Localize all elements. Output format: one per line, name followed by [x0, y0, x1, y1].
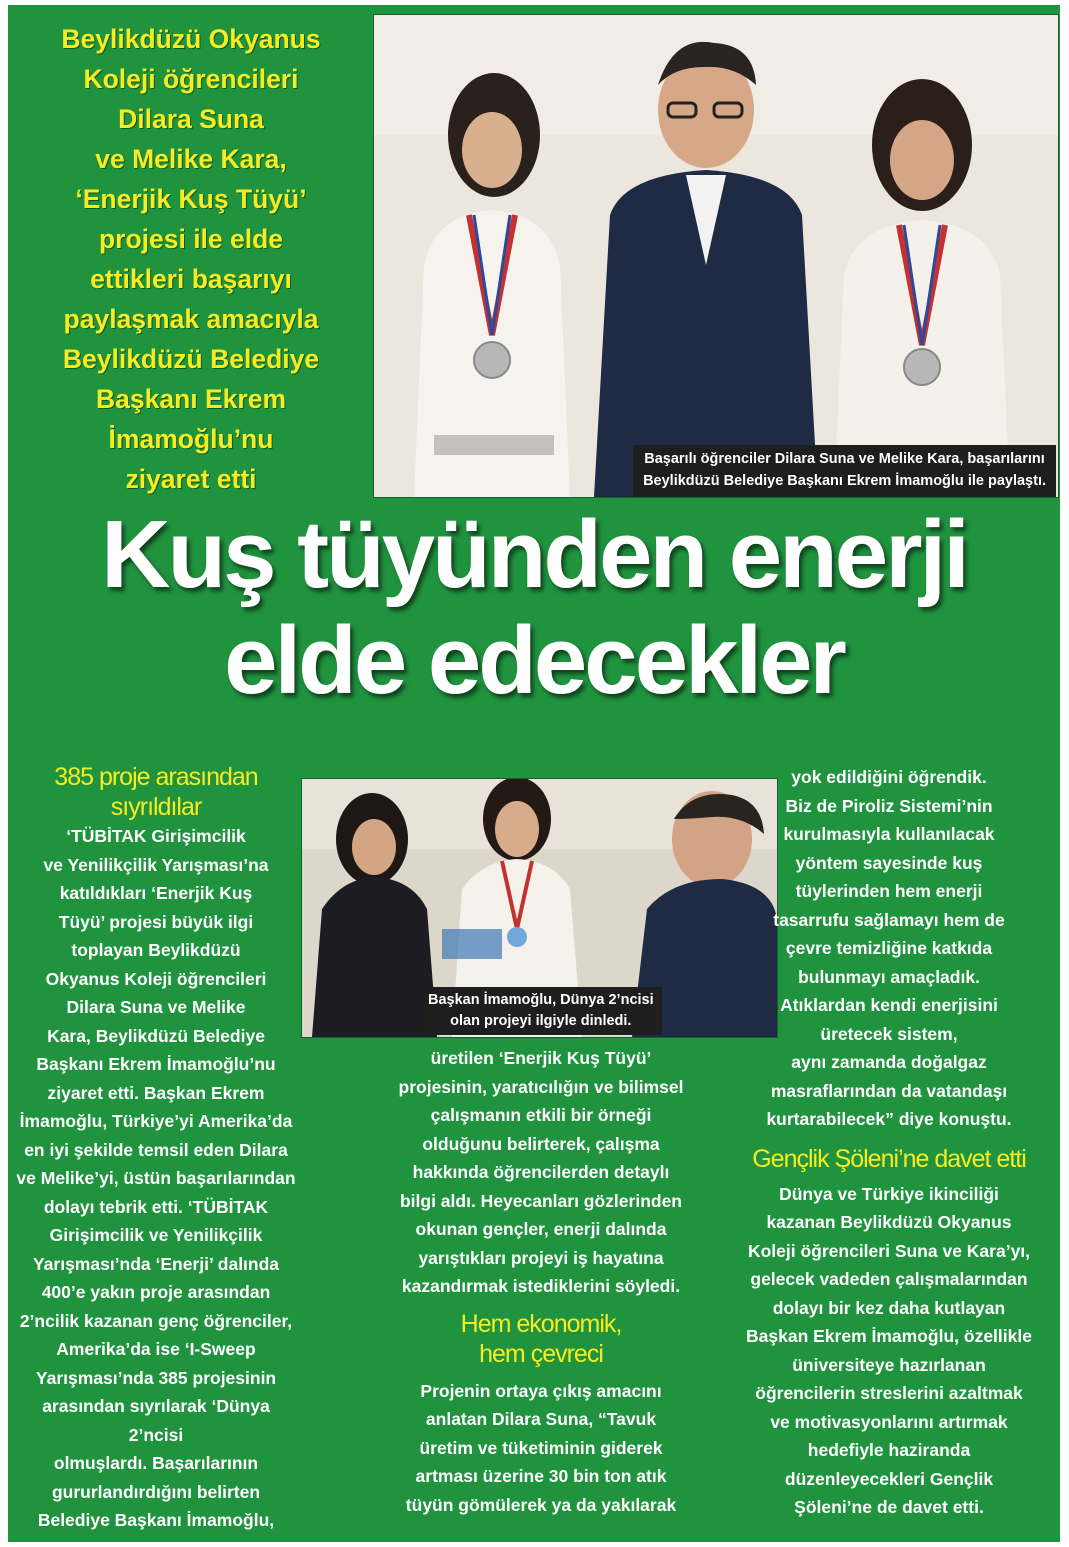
body-line: dolayı tebrik etti. ‘TÜBİTAK: [43, 1196, 269, 1217]
body-line: Kara, Beylikdüzü Belediye: [47, 1025, 265, 1046]
body-line: kurulmasıyla kullanılacak: [783, 824, 995, 844]
caption-line: Başarılı öğrenciler Dilara Suna ve Melike Kara, başarılarını: [644, 451, 1045, 467]
headline-line: Kuş tüyünden enerji: [101, 501, 967, 608]
body-line: Atıklardan kendi enerjisini: [780, 995, 998, 1015]
headline: [8, 502, 1060, 714]
body-line: üretim ve tüketiminin giderek: [419, 1437, 663, 1458]
lead-line: paylaşmak amacıyla: [63, 304, 319, 334]
body-line: düzenleyecekleri Gençlik: [784, 1468, 994, 1489]
body-line: hakkında öğrencilerden detaylı: [412, 1162, 670, 1182]
subhead-line: hem çevreci: [479, 1339, 603, 1368]
body-line: Yarışması’nda ‘Enerji’ dalında: [32, 1253, 280, 1274]
lead-line: ve Melike Kara,: [95, 144, 287, 174]
subhead-ekonomik: [368, 1309, 714, 1369]
body-line: Başkan Ekrem İmamoğlu, özellikle: [746, 1326, 1032, 1346]
caption-line: Beylikdüzü Belediye Başkanı Ekrem İmamoğlu ile paylaştı.: [643, 473, 1046, 489]
subhead-line: sıyrıldılar: [110, 793, 202, 821]
body-line: Koleji öğrencileri Suna ve Kara’yı,: [747, 1240, 1031, 1261]
lead-line: projesi ile elde: [98, 224, 284, 254]
body-line: hedefiyle haziranda: [807, 1440, 971, 1460]
body-line: Belediye Başkanı İmamoğlu,: [37, 1510, 275, 1530]
body-line: projesinin, yaratıcılığın ve bilimsel: [398, 1076, 684, 1097]
lead-line: Beylikdüzü Belediye: [62, 344, 320, 374]
lead-line: Koleji öğrencileri: [83, 64, 299, 94]
body-line: Yarışması’nda 385 projesinin: [35, 1367, 277, 1388]
body-line: Okyanus Koleji öğrencileri: [45, 968, 267, 989]
body-line: Başkanı Ekrem İmamoğlu’nu: [36, 1054, 276, 1074]
body-line: öğrencilerin streslerini azaltmak: [755, 1383, 1023, 1403]
body-line: ziyaret etti. Başkan Ekrem: [47, 1082, 265, 1103]
body-line: ve Yenilikçilik Yarışması’na: [43, 854, 269, 875]
body-line: Projenin ortaya çıkış amacını: [420, 1380, 662, 1401]
body-line: Tüyü’ projesi büyük ilgi: [58, 911, 254, 932]
headline-line: elde edecekler: [224, 607, 844, 714]
subhead-genclik: Gençlik Şöleni’ne davet etti: [752, 1144, 1026, 1173]
column-2: [368, 1044, 714, 1519]
body-line: toplayan Beylikdüzü: [71, 940, 241, 960]
body-line: çevre temizliğine katkıda: [785, 938, 993, 958]
body-line: ‘TÜBİTAK Girişimcilik: [66, 826, 246, 846]
newspaper-page: [8, 5, 1060, 1542]
lead-line: İmamoğlu’nu: [108, 424, 274, 454]
body-line: yok edildiğini öğrendik.: [791, 767, 987, 787]
body-line: İmamoğlu, Türkiye’yi Amerika’da: [19, 1111, 293, 1131]
body-line: dolayı bir kez daha kutlayan: [772, 1297, 1006, 1318]
subhead-line: 385 proje arasından: [54, 763, 258, 791]
body-line: Biz de Piroliz Sistemi’nin: [785, 795, 993, 816]
caption-line: olan projeyi ilgiyle dinledi.: [450, 1013, 632, 1029]
body-line: gelecek vadeden çalışmalarından: [750, 1269, 1028, 1289]
body-line: en iyi şekilde temsil eden Dilara: [24, 1139, 288, 1160]
body-line: masraflarından da vatandaşı: [770, 1080, 1008, 1101]
body-line: Girişimcilik ve Yenilikçilik: [49, 1225, 263, 1245]
body-line: olmuşlardı. Başarılarının: [53, 1453, 259, 1473]
lead-line: ziyaret etti: [125, 464, 257, 494]
body-line: kurtarabilecek” diye konuştu.: [766, 1109, 1012, 1129]
body-line: yarıştıkları projeyi iş hayatına: [418, 1247, 664, 1268]
caption-line: Başkan İmamoğlu, Dünya 2’ncisi: [428, 992, 654, 1008]
body-line: üretecek sistem,: [820, 1023, 958, 1044]
body-line: ve motivasyonlarını artırmak: [770, 1411, 1008, 1432]
main-photo-illustration: [374, 15, 1058, 497]
body-line: arasından sıyrılarak ‘Dünya 2’ncisi: [42, 1396, 270, 1445]
body-line: ve Melike’yi, üstün başarılarından: [16, 1168, 296, 1188]
second-photo-caption: [420, 987, 662, 1035]
lead-line: Başkanı Ekrem: [95, 384, 287, 414]
column-1: [14, 762, 298, 1535]
body-line: üretilen ‘Enerjik Kuş Tüyü’: [430, 1048, 652, 1068]
subhead-line: Hem ekonomik,: [460, 1309, 622, 1338]
lead-line: Dilara Suna: [118, 104, 264, 134]
column-3: [720, 763, 1058, 1522]
body-line: tüylerinden hem enerji: [795, 881, 983, 901]
body-line: Şöleni’ne de davet etti.: [794, 1497, 984, 1517]
second-photo: [301, 778, 778, 1038]
lead-line: ‘Enerjik Kuş Tüyü’: [75, 184, 307, 214]
body-line: olduğunu belirterek, çalışma: [422, 1133, 660, 1154]
body-line: çalışmanın etkili bir örneği: [430, 1105, 652, 1125]
body-line: tasarrufu sağlamayı hem de: [773, 909, 1005, 930]
body-line: anlatan Dilara Suna, “Tavuk: [425, 1409, 657, 1429]
body-line: katıldıkları ‘Enerjik Kuş: [59, 883, 253, 903]
body-line: üniversiteye hazırlanan: [792, 1354, 986, 1375]
body-line: kazandırmak istediklerini söyledi.: [401, 1276, 681, 1296]
body-line: gururlandırdığını belirten: [51, 1481, 261, 1502]
body-line: artması üzerine 30 bin ton atık: [415, 1466, 667, 1486]
body-line: 400’e yakın proje arasından: [41, 1282, 271, 1302]
body-line: 2’ncilik kazanan genç öğrenciler,: [19, 1310, 293, 1331]
lead-line: Beylikdüzü Okyanus: [61, 24, 321, 54]
body-line: tüyün gömülerek ya da yakılarak: [405, 1494, 677, 1515]
body-line: Dünya ve Türkiye ikinciliği: [779, 1183, 999, 1204]
body-line: Dilara Suna ve Melike: [66, 997, 246, 1017]
body-line: okunan gençler, enerji dalında: [415, 1219, 667, 1239]
lead-text: [16, 19, 366, 499]
main-photo-caption: [633, 445, 1056, 497]
body-line: aynı zamanda doğalgaz: [791, 1052, 987, 1072]
body-line: yöntem sayesinde kuş: [795, 852, 983, 873]
lead-line: ettikleri başarıyı: [90, 264, 292, 294]
body-line: kazanan Beylikdüzü Okyanus: [766, 1212, 1012, 1232]
body-line: bilgi aldı. Heyecanları gözlerinden: [399, 1190, 683, 1211]
main-photo: [373, 14, 1059, 498]
body-line: bulunmayı amaçladık.: [798, 966, 980, 987]
subhead-385: [14, 762, 298, 822]
body-line: Amerika’da ise ‘I-Sweep: [56, 1339, 256, 1359]
